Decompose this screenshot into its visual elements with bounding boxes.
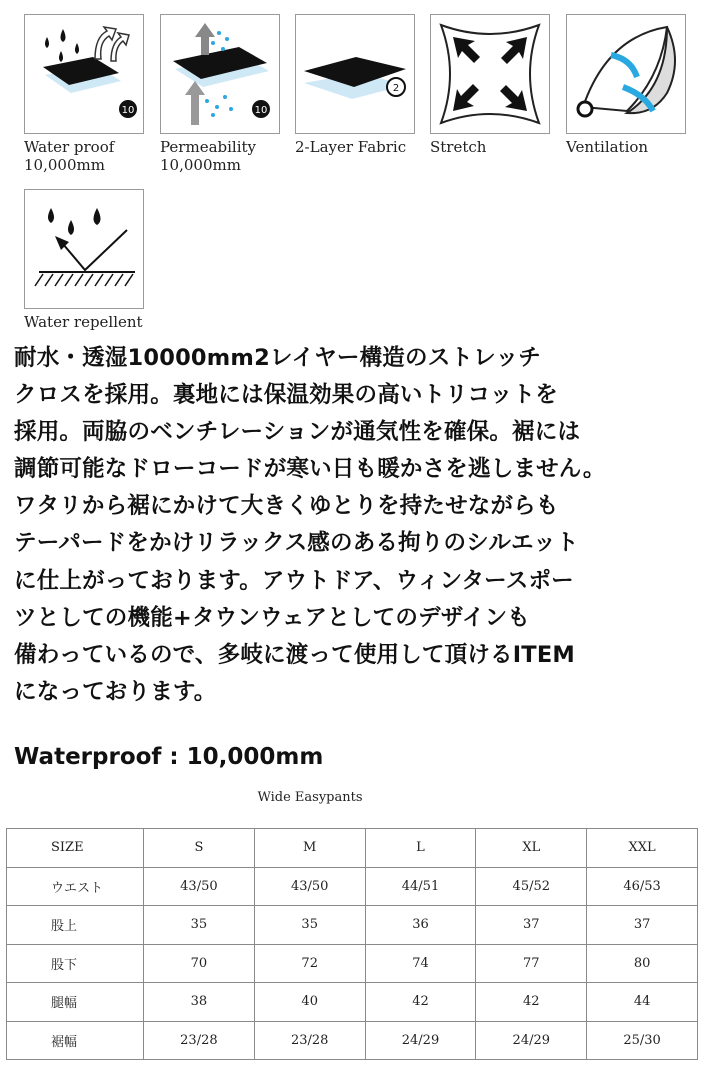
table-cell: 44/51 bbox=[365, 867, 476, 906]
table-cell: 44 bbox=[587, 983, 698, 1022]
description-line: 調節可能なドローコードが寒い日も暖かさを逃しません。 bbox=[14, 456, 606, 483]
table-cell: 80 bbox=[587, 944, 698, 983]
table-cell: 42 bbox=[365, 983, 476, 1022]
feature-permeability bbox=[160, 14, 306, 174]
description-line: に仕上がっております。アウトドア、ウィンタースポー bbox=[14, 567, 574, 594]
table-cell: 46/53 bbox=[587, 867, 698, 906]
water-proof-icon bbox=[25, 15, 143, 133]
table-cell: 36 bbox=[365, 906, 476, 945]
table-cell: 35 bbox=[254, 906, 365, 945]
table-cell: 40 bbox=[254, 983, 365, 1022]
water-repellent-icon bbox=[25, 190, 143, 308]
feature-tile bbox=[430, 14, 550, 134]
table-cell: 23/28 bbox=[254, 1021, 365, 1060]
feature-two-layer-fabric bbox=[295, 14, 441, 156]
feature-label: Water proof 10,000mm bbox=[24, 138, 115, 174]
two-layer-fabric-icon bbox=[296, 15, 414, 133]
table-row bbox=[7, 867, 698, 906]
feature-tile bbox=[566, 14, 686, 134]
table-row bbox=[7, 906, 698, 945]
table-cell: ウエスト bbox=[7, 867, 144, 906]
table-cell: 45/52 bbox=[476, 867, 587, 906]
feature-label: Ventilation bbox=[566, 138, 649, 156]
table-cell: 70 bbox=[144, 944, 255, 983]
table-row bbox=[7, 1021, 698, 1060]
header-cell: XL bbox=[476, 829, 587, 868]
feature-water-repellent bbox=[24, 189, 170, 331]
table-cell: 24/29 bbox=[476, 1021, 587, 1060]
ventilation-icon bbox=[567, 15, 685, 133]
feature-label: Water repellent bbox=[24, 313, 143, 331]
description-line: テーパードをかけリラックス感のある拘りのシルエット bbox=[14, 530, 579, 557]
header-cell: XXL bbox=[587, 829, 698, 868]
description-line: ワタリから裾にかけて大きくゆとりを持たせながらも bbox=[14, 493, 559, 520]
product-description bbox=[14, 340, 710, 711]
feature-tile bbox=[24, 189, 144, 309]
feature-badge: 2 bbox=[392, 83, 400, 94]
header-cell: SIZE bbox=[7, 829, 144, 868]
header-cell: S bbox=[144, 829, 255, 868]
feature-tile bbox=[160, 14, 280, 134]
table-cell: 37 bbox=[476, 906, 587, 945]
feature-label: Permeability 10,000mm bbox=[160, 138, 257, 174]
table-row bbox=[7, 983, 698, 1022]
feature-badge: 10 bbox=[121, 105, 135, 116]
table-cell: 43/50 bbox=[254, 867, 365, 906]
feature-badge: 10 bbox=[254, 105, 268, 116]
table-cell: 23/28 bbox=[144, 1021, 255, 1060]
size-table-title: Wide Easypants bbox=[257, 790, 363, 805]
table-cell: 37 bbox=[587, 906, 698, 945]
table-cell: 35 bbox=[144, 906, 255, 945]
feature-ventilation bbox=[566, 14, 710, 156]
description-line: ツとしての機能+タウンウェアとしてのデザインも bbox=[14, 604, 530, 631]
feature-water-proof bbox=[24, 14, 170, 174]
table-cell: 72 bbox=[254, 944, 365, 983]
table-row bbox=[7, 944, 698, 983]
feature-label: 2-Layer Fabric bbox=[295, 138, 407, 156]
table-cell: 股上 bbox=[7, 906, 144, 945]
stretch-icon bbox=[431, 15, 549, 133]
table-cell: 38 bbox=[144, 983, 255, 1022]
description-line: クロスを採用。裏地には保温効果の高いトリコットを bbox=[14, 382, 558, 409]
table-cell: 43/50 bbox=[144, 867, 255, 906]
table-cell: 裾幅 bbox=[7, 1021, 144, 1060]
waterproof-spec: Waterproof : 10,000mm bbox=[14, 744, 324, 770]
feature-label: Stretch bbox=[430, 138, 487, 156]
table-cell: 腿幅 bbox=[7, 983, 144, 1022]
header-cell: L bbox=[365, 829, 476, 868]
header-cell: M bbox=[254, 829, 365, 868]
table-header-row bbox=[7, 829, 698, 868]
description-line: 備わっているので、多岐に渡って使用して頂けるITEM bbox=[14, 641, 576, 668]
table-cell: 77 bbox=[476, 944, 587, 983]
table-cell: 74 bbox=[365, 944, 476, 983]
size-table bbox=[6, 828, 698, 1060]
table-cell: 股下 bbox=[7, 944, 144, 983]
feature-stretch bbox=[430, 14, 576, 156]
permeability-icon bbox=[161, 15, 279, 133]
feature-tile bbox=[24, 14, 144, 134]
table-cell: 42 bbox=[476, 983, 587, 1022]
feature-tile bbox=[295, 14, 415, 134]
description-line: 採用。両脇のベンチレーションが通気性を確保。裾には bbox=[14, 419, 581, 446]
table-cell: 25/30 bbox=[587, 1021, 698, 1060]
description-line: になっております。 bbox=[14, 678, 217, 705]
description-line: 耐水・透湿10000mm2レイヤー構造のストレッチ bbox=[14, 345, 541, 371]
table-cell: 24/29 bbox=[365, 1021, 476, 1060]
